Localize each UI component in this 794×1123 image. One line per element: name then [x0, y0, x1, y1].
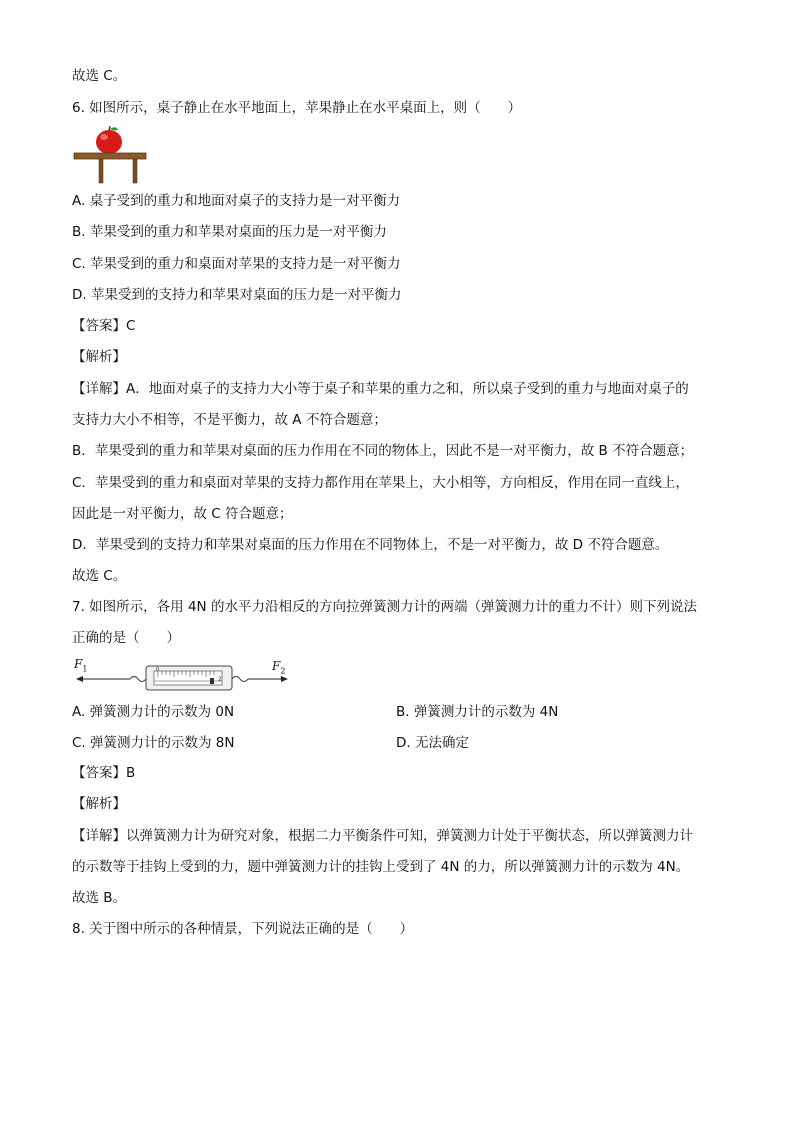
q6-detail-3: B．苹果受到的重力和苹果对桌面的压力作用在不同的物体上，因此不是一对平衡力，故 B 不符合题意；: [72, 443, 694, 459]
q7-stem-line-1: 7. 如图所示，各用 4N 的水平力沿相反的方向拉弹簧测力计的两端（弹簧测力计的重力不计）则下列说法: [72, 599, 697, 615]
q6-option-b: B. 苹果受到的重力和苹果对桌面的压力是一对平衡力: [72, 224, 387, 240]
q7-detail-2: 的示数等于挂钩上受到的力，题中弹簧测力计的挂钩上受到了 4N 的力，所以弹簧测力计的示数为 4N。: [72, 859, 690, 875]
q6-option-a: A. 桌子受到的重力和地面对桌子的支持力是一对平衡力: [72, 193, 401, 209]
q7-detail-1: 【详解】以弹簧测力计为研究对象，根据二力平衡条件可知，弹簧测力计处于平衡状态，所以弹簧测力计: [72, 828, 693, 844]
q7-answer: 【答案】B: [72, 765, 136, 781]
table-top: [74, 153, 146, 159]
q6-detail-1: 【详解】A．地面对桌子的支持力大小等于桌子和苹果的重力之和，所以桌子受到的重力与地面对桌子的: [72, 381, 689, 397]
q7-option-c: C. 弹簧测力计的示数为 8N: [72, 735, 235, 751]
q7-analysis-title: 【解析】: [72, 796, 126, 812]
q6-option-c: C. 苹果受到的重力和桌面对苹果的支持力是一对平衡力: [72, 256, 401, 272]
q7-option-b: B. 弹簧测力计的示数为 4N: [396, 704, 559, 720]
q6-detail-5: 因此是一对平衡力，故 C 符合题意；: [72, 506, 293, 522]
apple-icon: [96, 130, 122, 154]
q7-conclusion: 故选 B。: [72, 890, 127, 906]
q6-answer: 【答案】C: [72, 318, 136, 334]
table-apple-figure: [72, 126, 150, 184]
force-label-f1: $F_1$: [74, 657, 88, 674]
line-conclusion-prev: 故选 C。: [72, 68, 127, 84]
q6-detail-4: C．苹果受到的重力和桌面对苹果的支持力都作用在苹果上，大小相等，方向相反，作用在同一直线上，: [72, 475, 689, 491]
q6-analysis-title: 【解析】: [72, 349, 126, 365]
q7-option-d: D. 无法确定: [396, 735, 469, 751]
q6-conclusion: 故选 C。: [72, 568, 127, 584]
q7-option-a: A. 弹簧测力计的示数为 0N: [72, 704, 235, 720]
scale-label-left: 0: [156, 667, 160, 673]
q7-stem-line-2: 正确的是（ ）: [72, 630, 180, 646]
force-label-f2: $F_2$: [272, 659, 286, 676]
q6-stem: 6. 如图所示，桌子静止在水平地面上，苹果静止在水平桌面上，则（ ）: [72, 100, 522, 116]
scale-label-right: 2: [218, 676, 222, 683]
q6-detail-6: D．苹果受到的支持力和苹果对桌面的压力作用在不同物体上，不是一对平衡力，故 D 不符合题意。: [72, 537, 669, 553]
q6-detail-2: 支持力大小不相等，不是平衡力，故 A 不符合题意；: [72, 412, 387, 428]
q6-option-d: D. 苹果受到的支持力和苹果对桌面的压力是一对平衡力: [72, 287, 402, 303]
q8-stem: 8. 关于图中所示的各种情景，下列说法正确的是（ ）: [72, 921, 414, 937]
spring-scale-figure: [72, 657, 294, 693]
